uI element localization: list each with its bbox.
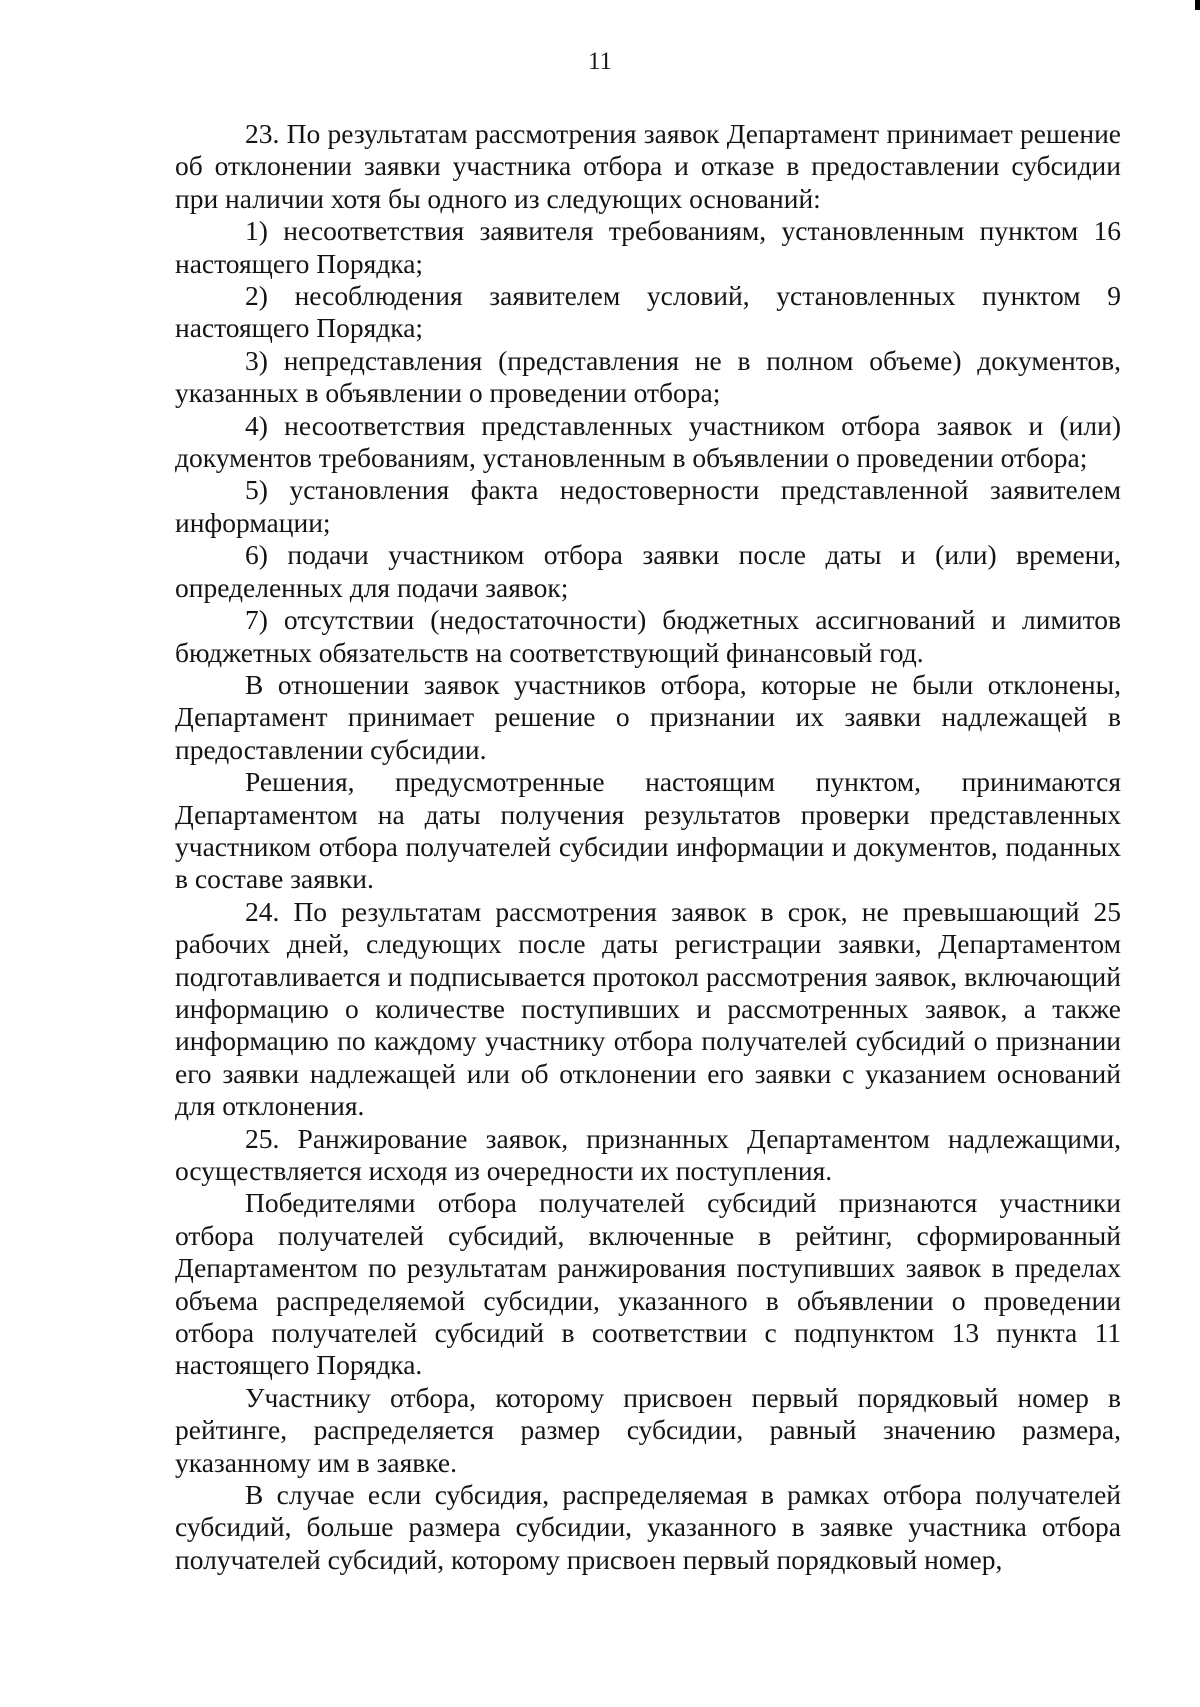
paragraph-first-rank: Участнику отбора, которому присвоен первый порядковый номер в рейтинге, распределяется размер субсидии, равный значению размера, указанному им в заявке. bbox=[175, 1381, 1121, 1478]
page-number: 11 bbox=[587, 48, 613, 75]
paragraph-not-rejected: В отношении заявок участников отбора, которые не были отклонены, Департамент принимает решение о признании их заявки надлежащей в предоставлении субсидии. bbox=[175, 668, 1121, 765]
list-item-3: 3) непредставления (представления не в полном объеме) документов, указанных в объявлении о проведении отбора; bbox=[175, 344, 1121, 409]
paragraph-25: 25. Ранжирование заявок, признанных Департаментом надлежащими, осуществляется исходя из очередности их поступления. bbox=[175, 1122, 1121, 1186]
list-item-4: 4) несоответствия представленных участником отбора заявок и (или) документов требованиям, установленным в объявлении о проведении отбора; bbox=[175, 409, 1121, 474]
list-item-7: 7) отсутствии (недостаточности) бюджетных ассигнований и лимитов бюджетных обязательств на соответствующий финансовый год. bbox=[175, 604, 1121, 668]
paragraph-winners: Победителями отбора получателей субсидий признаются участники отбора получателей субсидий, включенные в рейтинг, сформированный Департаментом по результатам ранжирования поступивших заявок в пределах объема распределяемой субсидии, указанного в объявлении о проведении отбора получателей субсидий в соответствии с подпунктом 13 пункта 11 настоящего Порядка. bbox=[175, 1187, 1121, 1381]
list-item-2: 2) несоблюдения заявителем условий, установленных пунктом 9 настоящего Порядка; bbox=[175, 280, 1121, 344]
paragraph-24: 24. По результатам рассмотрения заявок в срок, не превышающий 25 рабочих дней, следующих после даты регистрации заявки, Департаментом подготавливается и подписывается протокол рассмотрения заявок, включающий информацию о количестве поступивших и рассмотренных заявок, а также информацию по каждому участнику отбора получателей субсидий о признании его заявки надлежащей или об отклонении его заявки с указанием оснований для отклонения. bbox=[175, 895, 1121, 1122]
scan-edge-mark bbox=[1195, 0, 1200, 10]
paragraph-23: 23. По результатам рассмотрения заявок Департамент принимает решение об отклонении заявки участника отбора и отказе в предоставлении субсидии при наличии хотя бы одного из следующих оснований: bbox=[175, 118, 1121, 214]
paragraph-subsidy-excess: В случае если субсидия, распределяемая в рамках отбора получателей субсидий, больше размера субсидии, указанного в заявке участника отбора получателей субсидий, которому присвоен первый порядковый номер, bbox=[175, 1479, 1121, 1575]
list-item-5: 5) установления факта недостоверности представленной заявителем информации; bbox=[175, 474, 1121, 538]
paragraph-decisions: Решения, предусмотренные настоящим пунктом, принимаются Департаментом на даты получения результатов проверки представленных участником отбора получателей субсидии информации и документов, поданных в составе заявки. bbox=[175, 766, 1121, 895]
list-item-1: 1) несоответствия заявителя требованиям, установленным пунктом 16 настоящего Порядка; bbox=[175, 215, 1121, 279]
list-item-6: 6) подачи участником отбора заявки после даты и (или) времени, определенных для подачи заявок; bbox=[175, 539, 1121, 603]
document-body bbox=[175, 118, 1121, 1576]
